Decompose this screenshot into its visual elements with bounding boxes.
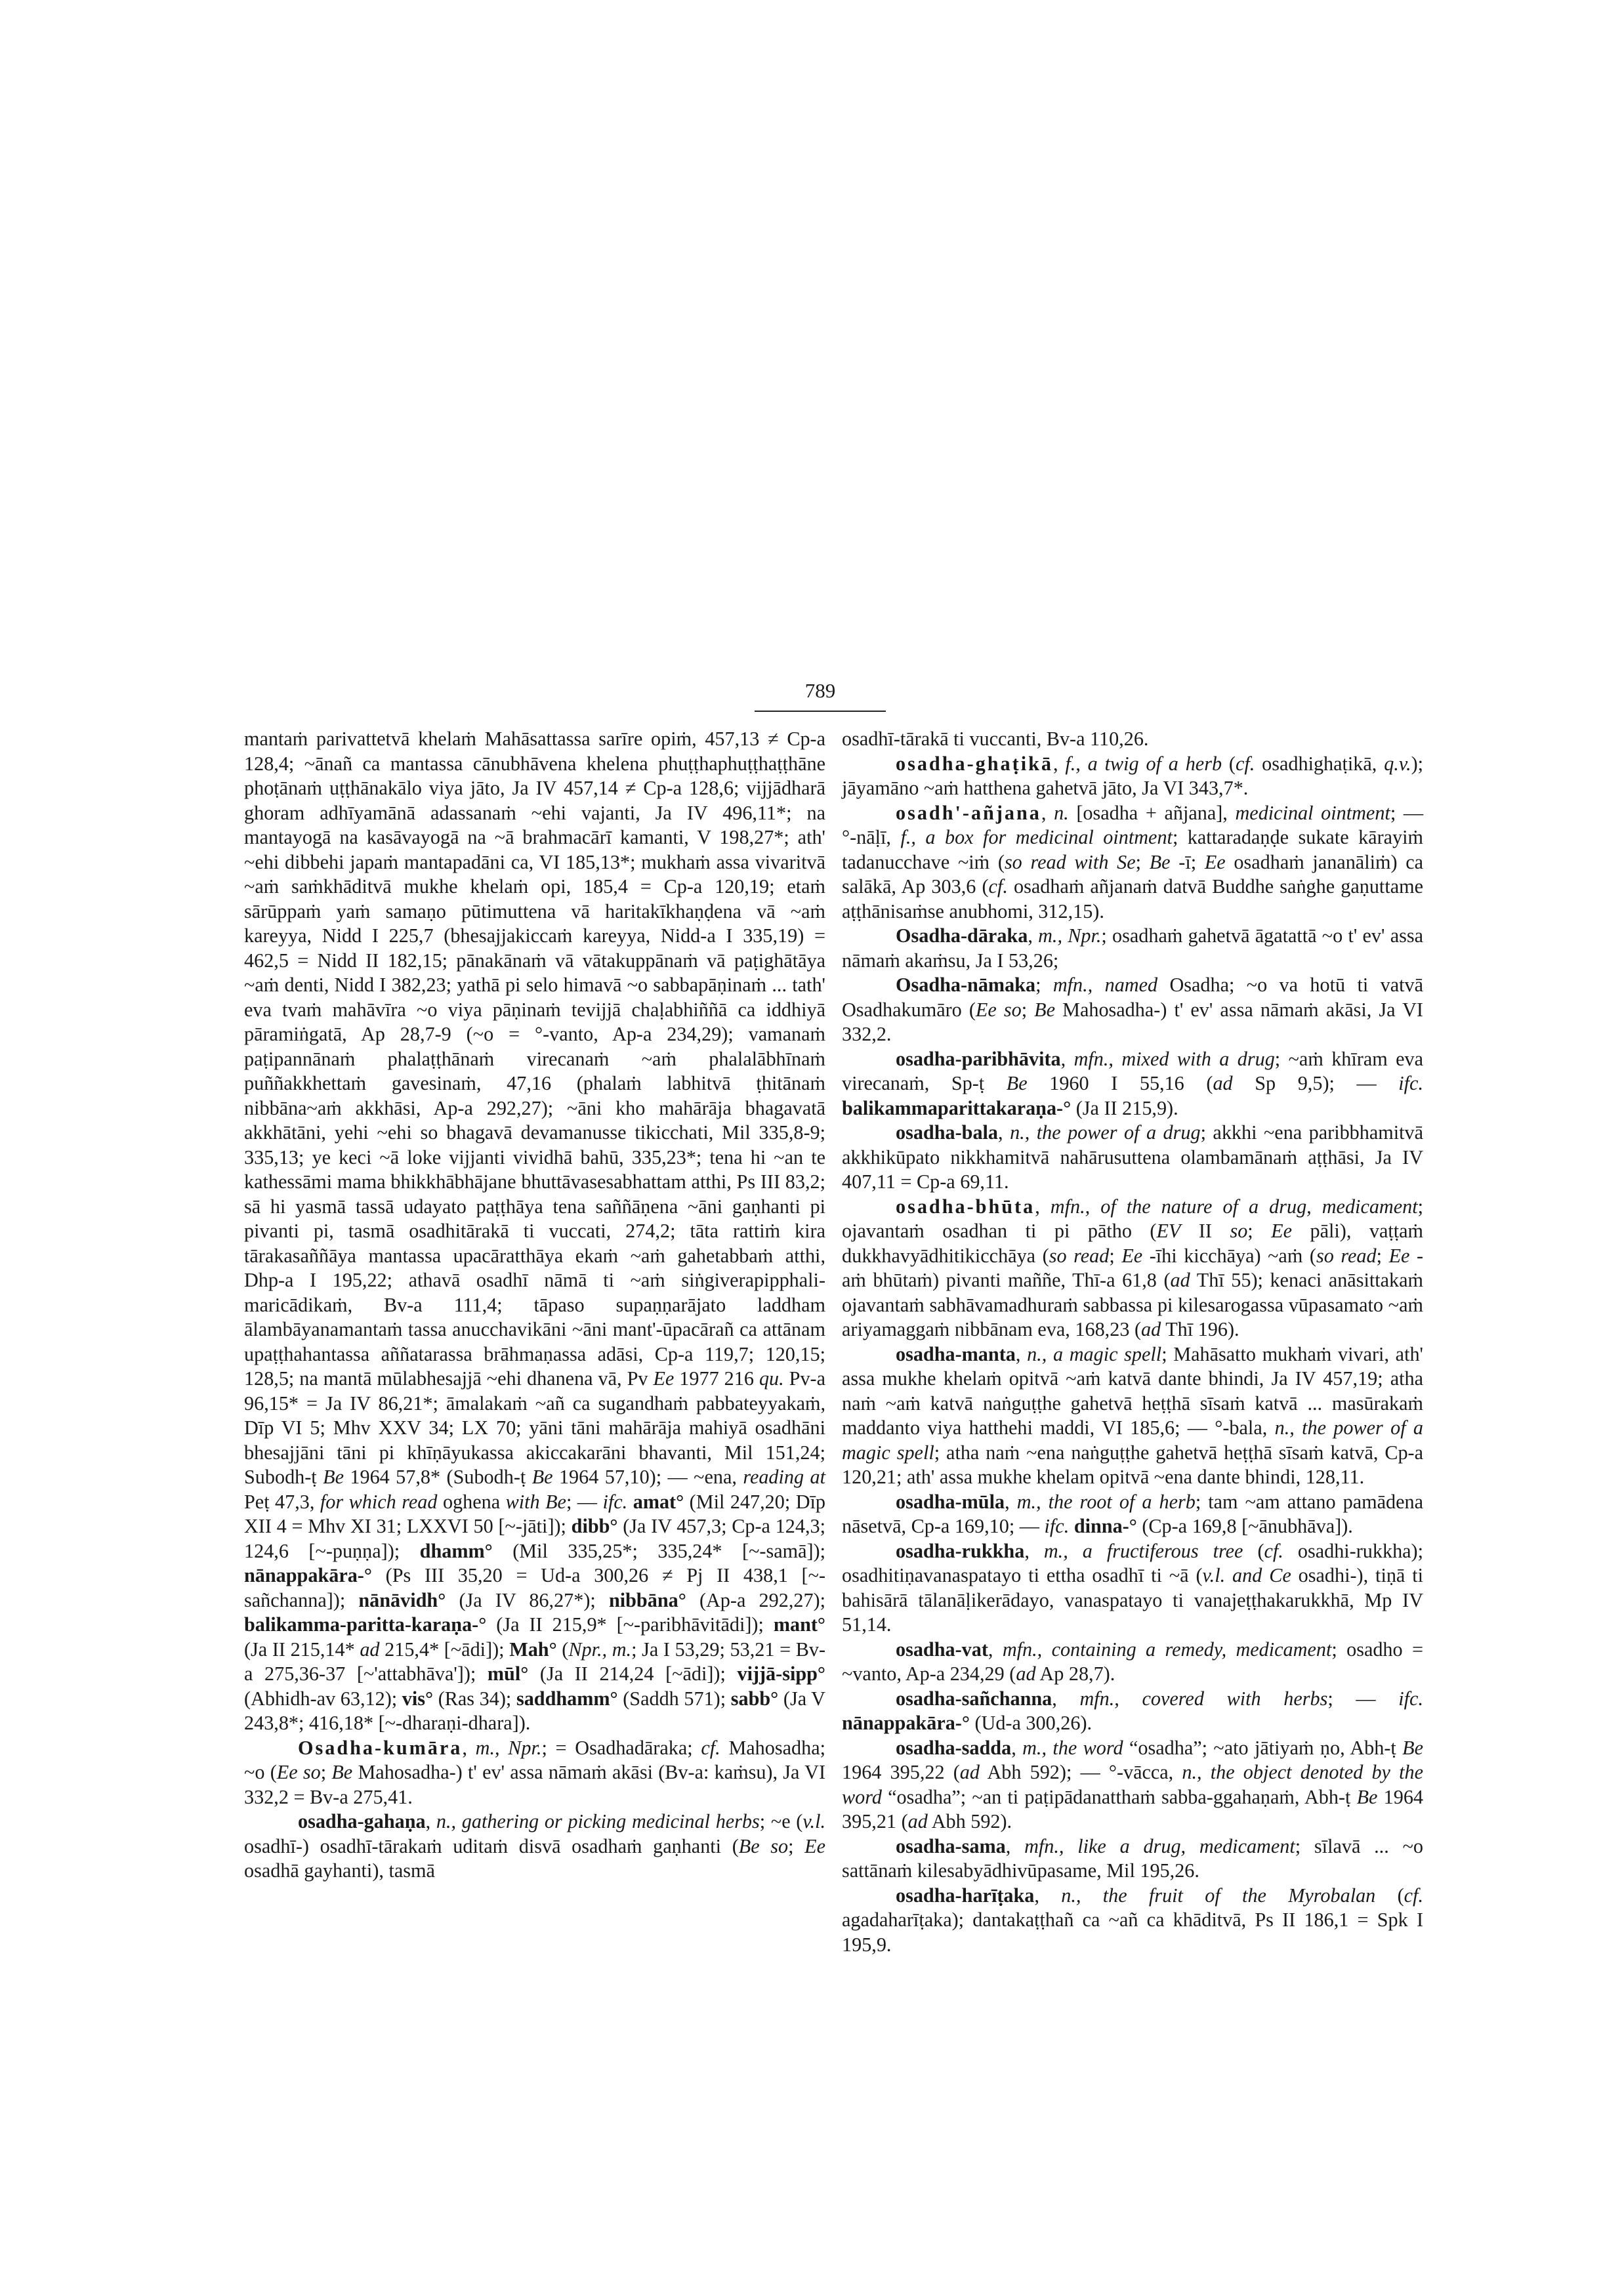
entry-text: mfn., containing a remedy, medicament: [1002, 1638, 1332, 1661]
entry-text: cf.: [1235, 752, 1255, 775]
entry-text: (Ja IV 457,3; Cp-a 124,3; 124,6 [~-puṇṇa]);: [244, 1515, 825, 1562]
entry-text: osadhighaṭikā,: [1255, 752, 1385, 775]
entry-text: ,: [1041, 801, 1054, 824]
entry-text: ifc.: [602, 1490, 628, 1513]
dictionary-entry: [842, 1342, 1423, 1490]
entry-text: Npr., m.: [568, 1638, 632, 1661]
dictionary-entry: [842, 1884, 1423, 1958]
entry-text: Abh 592).: [927, 1810, 1012, 1832]
entry-text: ); jāyamāno ~aṁ hatthena gahetvā jāto, Ja VI 343,7*.: [842, 752, 1424, 799]
entry-text: so read: [1316, 1244, 1377, 1267]
entry-text: ,: [1005, 1834, 1025, 1857]
entry-text: osadhi-rukkha); osadhitiṇavanaspatayo ti ettha osadhī ti ~ā (: [842, 1539, 1423, 1586]
entry-text: (: [556, 1638, 569, 1661]
entry-text: osadhā gayhanti), tasmā: [244, 1859, 435, 1882]
entry-text: q.v.: [1384, 752, 1411, 775]
entry-text: so read with Se: [1004, 850, 1136, 873]
entry-text: cf.: [701, 1736, 720, 1759]
entry-text: Be: [1402, 1736, 1423, 1759]
dictionary-entry: [842, 801, 1423, 924]
entry-text: f., a twig of a herb: [1065, 752, 1222, 775]
entry-text: ad: [360, 1638, 380, 1661]
entry-text: for which read: [320, 1490, 438, 1513]
entry-text: m., Npr.: [475, 1736, 542, 1759]
entry-text: Abh 592); — °-vācca,: [979, 1761, 1182, 1783]
entry-headword: osadha-sama: [896, 1834, 1006, 1857]
dictionary-entry: [842, 752, 1423, 801]
entry-text: (Cp-a 169,8 [~ānubhāva]).: [1136, 1515, 1353, 1537]
entry-text: mfn., of the nature of a drug, medicament: [1050, 1195, 1418, 1218]
dictionary-entry: [842, 1736, 1423, 1834]
entry-text: n., a magic spell: [1027, 1342, 1162, 1365]
entry-text: ,: [1024, 1539, 1044, 1562]
entry-text: ad: [959, 1761, 980, 1783]
entry-text: (: [1222, 752, 1236, 775]
entry-text: osadhī-tārakā ti vuccanti, Bv-a 110,26.: [842, 728, 1149, 750]
entry-text: II: [1180, 1220, 1230, 1242]
right-column: [842, 727, 1423, 1957]
entry-text: 215,4* [~ādi]);: [379, 1638, 510, 1661]
entry-text: (Mil 247,20; Dīp XII 4 = Mhv XI 31; LXXVI 50 [~-jāti]);: [244, 1490, 825, 1537]
entry-text: m., Npr.: [1038, 924, 1102, 947]
dictionary-entry: [244, 1736, 825, 1810]
entry-text: vijjā-sipp°: [737, 1663, 825, 1685]
entry-text: mfn., covered with herbs: [1079, 1687, 1328, 1710]
entry-text: 1964 395,21 (: [842, 1785, 1424, 1832]
entry-text: -aṁ bhūtaṁ) pivanti maññe, Thī-a 61,8 (: [842, 1244, 1424, 1291]
entry-text: Ee: [804, 1834, 826, 1857]
entry-text: Thī 196).: [1161, 1318, 1239, 1340]
entry-text: nibbāna°: [608, 1588, 686, 1611]
entry-text: n., the power of a drug: [1010, 1121, 1201, 1144]
entry-text: Ee: [1388, 1244, 1410, 1267]
entry-text: ad: [1016, 1663, 1036, 1685]
entry-text: ; Ja I 53,29; 53,21 = Bv-a 275,36-37 [~'attabhāva']);: [244, 1638, 826, 1685]
entry-text: medicinal ointment: [1235, 801, 1390, 824]
entry-text: dinna-°: [1073, 1515, 1137, 1537]
entry-text: cf.: [1264, 1539, 1283, 1562]
entry-text: osadhī-) osadhī-tārakaṁ uditaṁ disvā osadhaṁ gaṇhanti (: [244, 1834, 739, 1857]
entry-text: Ee: [1271, 1220, 1293, 1242]
entry-text: 1964 395,22 (: [842, 1761, 960, 1783]
entry-text: ; ~e (: [759, 1810, 803, 1832]
entry-text: nānāvidh°: [358, 1588, 446, 1611]
entry-text: ,: [1015, 1342, 1028, 1365]
entry-text: f., a box for medicinal ointment: [900, 826, 1173, 848]
entry-text: ,: [1052, 752, 1066, 775]
entry-text: v.l. and Ce: [1202, 1564, 1291, 1586]
entry-headword: osadh'-añjana: [896, 801, 1041, 824]
page-number-rule: [755, 711, 886, 712]
entry-text: oghena: [437, 1490, 506, 1513]
entry-text: ; akkhi ~ena paribbhamitvā akkhikūpato nikkhamitvā nahārusuttena olambamānaṁ aṭṭhāsi, Ja IV 407,11 = Cp-a 69,11.: [842, 1121, 1424, 1193]
dictionary-entry: [842, 973, 1423, 1047]
entry-text: ; osadhaṁ gahetvā āgatattā ~o t' ev' assa nāmaṁ akaṁsu, Ja I 53,26;: [842, 924, 1423, 972]
entry-text: ;: [1109, 1244, 1122, 1267]
entry-text: ;: [788, 1834, 805, 1857]
dictionary-entry: [842, 1195, 1423, 1342]
entry-text: (Ja IV 86,27*);: [446, 1588, 609, 1611]
entry-text: ; —: [566, 1490, 603, 1513]
entry-headword: Osadha-kumāra: [298, 1736, 463, 1759]
entry-text: ; — °-nāḷī,: [842, 801, 1424, 848]
entry-text: Peṭ 47,3,: [244, 1490, 320, 1513]
entry-text: Be: [531, 1466, 553, 1488]
entry-text: 1977 216: [674, 1367, 759, 1390]
entry-text: (Ud-a 300,26).: [969, 1712, 1093, 1734]
entry-text: v.l.: [802, 1810, 825, 1832]
left-column: [244, 727, 825, 1884]
dictionary-entry: [842, 1490, 1423, 1539]
entry-text: Osadha; ~o va hotū ti vatvā Osadhakumāro (: [842, 974, 1424, 1021]
entry-text: “osadha”; ~an ti paṭipādanatthaṁ sabba-ggahaṇaṁ, Abh-ṭ: [881, 1785, 1357, 1808]
entry-headword: Osadha-dāraka: [896, 924, 1028, 947]
dictionary-entry: [842, 1687, 1423, 1736]
entry-text: cf.: [988, 875, 1008, 898]
entry-text: ; —: [1327, 1687, 1399, 1710]
entry-text: ad: [1141, 1318, 1161, 1340]
entry-text: mant°: [773, 1613, 825, 1636]
entry-text: ; kattaradaṇḍe sukate kārayiṁ tadanucchave ~iṁ (: [842, 826, 1423, 873]
entry-text: balikamma-paritta-karaṇa-°: [244, 1613, 487, 1636]
entry-text: Ap 28,7).: [1035, 1663, 1115, 1685]
entry-text: ;: [1247, 1220, 1272, 1242]
entry-text: ,: [425, 1810, 436, 1832]
entry-text: Ee: [1204, 850, 1226, 873]
entry-text: Thī 55); kenaci anāsittakaṁ ojavantaṁ sabhāvamadhuraṁ sabbassa pi kilesarogassa vūpasamato ~aṁ ariyamaggaṁ nibbānam eva, 168,23 (: [842, 1269, 1423, 1340]
entry-text: Be: [1149, 850, 1171, 873]
entry-text: (Ps III 35,20 = Ud-a 300,26 ≠ Pj II 438,1 [~-sañchanna]);: [244, 1564, 825, 1611]
entry-text: ;: [1035, 974, 1053, 996]
dictionary-entry: [842, 1638, 1423, 1687]
entry-text: (Ja II 215,14*: [244, 1638, 360, 1661]
entry-text: ,: [1005, 1490, 1017, 1513]
entry-text: osadhaṁ añjanaṁ datvā Buddhe saṅghe gaṇuttame aṭṭhānisaṁse anubhomi, 312,15).: [842, 875, 1423, 922]
dictionary-entry: [842, 1539, 1423, 1638]
entry-text: ifc.: [1044, 1515, 1070, 1537]
entry-headword: osadha-bala: [896, 1121, 999, 1144]
entry-text: mfn., like a drug, medicament: [1024, 1834, 1295, 1857]
dictionary-entry: [842, 1834, 1423, 1884]
entry-text: dhamm°: [419, 1539, 493, 1562]
entry-headword: osadha-harīṭaka: [896, 1884, 1035, 1907]
entry-text: Pv-a 96,15* = Ja IV 86,21*; āmalakaṁ ~añ ca sugandhaṁ pabbateyyakaṁ, Dīp VI 5; Mhv XXV 34; LX 70; yāni tāni mahārāja mahiyā osadhāni bhesajjāni tāni pi khīṇāyukassa akiccakarāni bhavanti, Mil 151,24; Subodh-ṭ: [244, 1367, 826, 1488]
entry-text: Mahosadha; ~o (: [244, 1736, 825, 1783]
entry-text: ,: [1011, 1736, 1023, 1759]
entry-text: ; Mahāsatto mukhaṁ vivari, ath' assa mukhe khelaṁ opitvā ~aṁ katvā dante bhindi, Ja IV 457,19; atha naṁ ~aṁ katvā naṅguṭṭhe gahetvā heṭṭhā sīsaṁ katvā ... masūrakaṁ maddanto viya hatthehi maddi, VI 185,6; — °-bala,: [842, 1342, 1423, 1439]
entry-headword: osadha-sadda: [896, 1736, 1012, 1759]
entry-text: ,: [988, 1638, 1003, 1661]
entry-text: ,: [1052, 1687, 1080, 1710]
page-number: 789: [804, 679, 836, 702]
entry-text: m., the root of a herb: [1016, 1490, 1196, 1513]
entry-text: ;: [1376, 1244, 1389, 1267]
entry-text: Ee: [1121, 1244, 1143, 1267]
entry-headword: osadha-vat: [896, 1638, 988, 1661]
entry-text: ,: [1035, 1195, 1051, 1218]
entry-text: mantaṁ parivattetvā khelaṁ Mahāsattassa sarīre opiṁ, 457,13 ≠ Cp-a 128,4; ~ānañ ca mantassa cānubhāvena khelena phuṭṭhaphuṭṭhaṭṭhāne phoṭānaṁ uṭṭhānakālo viya jāto, Ja IV 457,14 ≠ Cp-a 128,6; vijjādharā ghoram adhīyamānā adassanaṁ ~ehi vajanti, Ja IV 496,11*; na mantayogā na kasāvayogā na ~ā brahmacārī kamanti, V 198,27*; ath' ~ehi dibbehi japaṁ mantapadāni ca, VI 185,13*; mukhaṁ assa vivaritvā ~aṁ saṁkhāditvā mukhe khelaṁ opi, 185,4 = Cp-a 120,19; etaṁ sārūppaṁ yaṁ samaṇo pūtimuttena vā haritakīkhaṇḍena vā ~aṁ kareyya, Nidd I 225,7 (bhesajjakiccaṁ kareyya, Nidd-a I 335,19) = 462,5 = Nidd II 182,15; pānakānaṁ vā vātakuppānaṁ vā paṭighātāya ~aṁ denti, Nidd I 382,23; yathā pi selo himavā ~o sabbapāṇinaṁ ... tath' eva tvaṁ mahāvīra ~o viya pāṇinaṁ tevijjā chaḷabhiññā ca iddhiyā pāramiṅgatā, Ap 28,7-9 (~o = °-vanto, Ap-a 234,29); vamanaṁ paṭipannānaṁ phalaṭṭhānaṁ virecanaṁ ~aṁ phalalābhīnaṁ puññakkhettaṁ gavesinaṁ, 47,16 (phalaṁ labhitvā ṭhitānaṁ nibbāna~aṁ akkhāsi, Ap-a 292,27); ~āni kho mahārāja bhagavatā akkhātāni, yehi ~ehi so bhagavā devamanusse tikicchati, Mil 335,8-9; 335,13; ye keci ~ā loke vijjanti vividhā bahū, 335,23*; tena hi ~an te kathessāmi mama bhikkhābhājane bhuttāvasesabhattam atthi, Ps III 83,2; sā hi yasmā tassā udayato paṭṭhāya tena saññāṇena ~āni gaṇhanti pi pivanti pi, tasmā osadhitārakā ti vuccati, 274,2; tāta rattiṁ kira tārakasaññāya mantassa upacāratthāya ekaṁ ~aṁ gahetabbaṁ atthi, Dhp-a I 195,22; athavā osadhī nāmā ti ~aṁ siṅgiverapipphali-maricādikaṁ, Bv-a 111,4; tāpaso supaṇṇarājato laddham ālambāyanamantaṁ tassa anucchavikāni ~āni mant'-ūpacārañ ca attānam upaṭṭhahantassa aññatarassa brāhmaṇassa adāsi, Cp-a 119,7; 120,15; 128,5; na mantā mūlabhesajjā ~ehi dhanena vā, Pv: [244, 728, 825, 1390]
entry-text: ; tam ~am attano pamādena nāsetvā, Cp-a 169,10; —: [842, 1490, 1424, 1537]
entry-text: mfn., mixed with a drug: [1073, 1047, 1275, 1070]
entry-headword: osadha-mūla: [896, 1490, 1005, 1513]
entry-text: nānappakāra-°: [244, 1564, 372, 1586]
entry-text: amat°: [633, 1490, 684, 1513]
entry-text: n.: [1054, 801, 1069, 824]
entry-text: ad: [1213, 1072, 1233, 1094]
entry-text: Mahosadha-) t' ev' assa nāmaṁ akāsi (Bv-a: kaṁsu), Ja VI 332,2 = Bv-a 275,41.: [244, 1761, 826, 1808]
entry-text: mfn., named: [1052, 974, 1158, 996]
entry-text: dibb°: [571, 1515, 618, 1537]
entry-text: -ī;: [1170, 850, 1205, 873]
entry-text: [osadha + añjana],: [1068, 801, 1236, 824]
entry-text: reading at: [743, 1466, 825, 1488]
entry-headword: Osadha-nāmaka: [896, 974, 1036, 996]
entry-text: cf.: [1404, 1884, 1423, 1907]
entry-text: ;: [1021, 998, 1035, 1021]
entry-text: ;: [1135, 850, 1150, 873]
entry-text: m., the word: [1022, 1736, 1123, 1759]
dictionary-entry: [842, 1121, 1423, 1195]
entry-headword: osadha-manta: [896, 1342, 1016, 1365]
entry-text: ;: [320, 1761, 332, 1783]
entry-text: osadhi-), tiṇā ti bahisārā tālanāḷikerādayo, vanaspatayo ti vanajeṭṭhakarukkhā, Mp IV 51,14.: [842, 1564, 1423, 1636]
entry-text: with Be: [505, 1490, 566, 1513]
entry-text: (Ap-a 292,27);: [686, 1588, 825, 1611]
entry-text: ad: [1170, 1269, 1190, 1291]
entry-text: ; osadho = ~vanto, Ap-a 234,29 (: [842, 1638, 1424, 1685]
entry-text: balikammaparittakaraṇa-°: [842, 1096, 1072, 1119]
entry-text: (Ja II 215,9* [~-paribhāvitādi]);: [486, 1613, 774, 1636]
entry-text: -īhi kicchāya) ~aṁ (: [1142, 1244, 1316, 1267]
entry-text: ,: [1060, 1047, 1074, 1070]
entry-text: (Abhidh-av 63,12);: [244, 1687, 402, 1710]
entry-headword: osadha-gahaṇa: [298, 1810, 426, 1832]
entry-text: agadaharīṭaka); dantakaṭṭhañ ca ~añ ca khāditvā, Ps II 186,1 = Spk I 195,9.: [842, 1909, 1423, 1956]
entry-text: (Saddh 571);: [617, 1687, 731, 1710]
entry-headword: osadha-ghaṭikā: [896, 752, 1053, 775]
entry-headword: osadha-paribhāvita: [896, 1047, 1061, 1070]
entry-text: [627, 1491, 633, 1513]
entry-text: mūl°: [487, 1663, 529, 1685]
entry-text: [1069, 1515, 1074, 1537]
dictionary-entry: [244, 1809, 825, 1884]
entry-text: ; = Osadhadāraka;: [541, 1736, 701, 1759]
entry-text: n., the object denoted by the word: [842, 1761, 1423, 1808]
entry-text: ad: [907, 1810, 928, 1832]
entry-headword: osadha-rukkha: [896, 1539, 1025, 1562]
entry-headword: osadha-bhūta: [896, 1195, 1035, 1218]
entry-text: m., a fructiferous tree: [1043, 1539, 1243, 1562]
entry-text: “osadha”; ~ato jātiyaṁ ṇo, Abh-ṭ: [1123, 1736, 1403, 1759]
entry-headword: osadha-sañchanna: [896, 1687, 1052, 1710]
entry-text: ,: [1034, 1884, 1062, 1907]
entry-text: (Ja II 214,24 [~ādi]);: [528, 1663, 738, 1685]
entry-text: EV: [1156, 1220, 1181, 1242]
entry-text: vis°: [402, 1687, 434, 1710]
entry-text: Be: [331, 1761, 353, 1783]
entry-text: ,: [462, 1736, 476, 1759]
entry-text: Ee so: [975, 998, 1022, 1021]
entry-text: ,: [998, 1121, 1010, 1144]
entry-text: so read: [1049, 1244, 1110, 1267]
entry-text: (: [1375, 1884, 1404, 1907]
entry-text: ; atha naṁ ~ena naṅguṭṭhe gahetvā heṭṭhā sīsaṁ katvā, Cp-a 120,21; ath' assa mukhe khelam opitvā ~ena dante bhindi, 128,11.: [842, 1441, 1424, 1488]
entry-text: 1960 I 55,16 (: [1027, 1072, 1213, 1094]
entry-text: Be: [323, 1466, 344, 1488]
entry-text: n., the power of a magic spell: [842, 1416, 1423, 1464]
entry-text: (Ras 34);: [433, 1687, 516, 1710]
entry-text: (Mil 335,25*; 335,24* [~-samā]);: [492, 1539, 825, 1562]
entry-text: Be: [1006, 1072, 1028, 1094]
dictionary-entry: [842, 924, 1423, 973]
entry-text: ; ojavantaṁ osadhan ti pi pātho (: [842, 1195, 1424, 1242]
dictionary-entry: [842, 1047, 1423, 1121]
entry-text: Mah°: [509, 1638, 557, 1661]
entry-text: Be so: [738, 1834, 789, 1857]
dictionary-entry: [842, 727, 1423, 752]
entry-text: so: [1230, 1220, 1248, 1242]
entry-text: ,: [1028, 924, 1039, 947]
entry-text: pāli), vaṭṭaṁ dukkhavyādhitikicchāya (: [842, 1220, 1424, 1267]
entry-text: nānappakāra-°: [842, 1712, 970, 1734]
entry-text: Be: [1356, 1785, 1378, 1808]
entry-text: Ee so: [276, 1761, 321, 1783]
entry-text: ; sīlavā ... ~o sattānaṁ kilesabyādhivūpasame, Mil 195,26.: [842, 1834, 1424, 1882]
dictionary-entry: [244, 727, 825, 1736]
entry-text: Ee: [653, 1367, 675, 1390]
entry-text: ; ~aṁ khīram eva virecanaṁ, Sp-ṭ: [842, 1047, 1424, 1094]
entry-text: (: [1243, 1539, 1264, 1562]
entry-text: (Ja V 243,8*; 416,18* [~-dharaṇi-dhara]).: [244, 1687, 825, 1734]
entry-text: saddhamm°: [516, 1687, 618, 1710]
entry-text: n., the fruit of the Myrobalan: [1061, 1884, 1376, 1907]
entry-text: (Ja II 215,9).: [1071, 1096, 1178, 1119]
entry-text: 1964 57,8* (Subodh-ṭ: [343, 1466, 532, 1488]
entry-text: qu.: [759, 1367, 784, 1390]
entry-text: Mahosadha-) t' ev' assa nāmaṁ akāsi, Ja VI 332,2.: [842, 998, 1423, 1045]
entry-text: Sp 9,5); —: [1232, 1072, 1399, 1094]
entry-text: osadhaṁ jananāliṁ) ca salākā, Ap 303,6 (: [842, 850, 1424, 898]
entry-text: n., gathering or picking medicinal herbs: [436, 1810, 760, 1832]
entry-text: sabb°: [730, 1687, 779, 1710]
entry-text: 1964 57,10); — ~ena,: [552, 1466, 743, 1488]
entry-text: ifc.: [1398, 1072, 1424, 1094]
entry-text: ifc.: [1398, 1687, 1424, 1710]
entry-text: Be: [1034, 998, 1056, 1021]
